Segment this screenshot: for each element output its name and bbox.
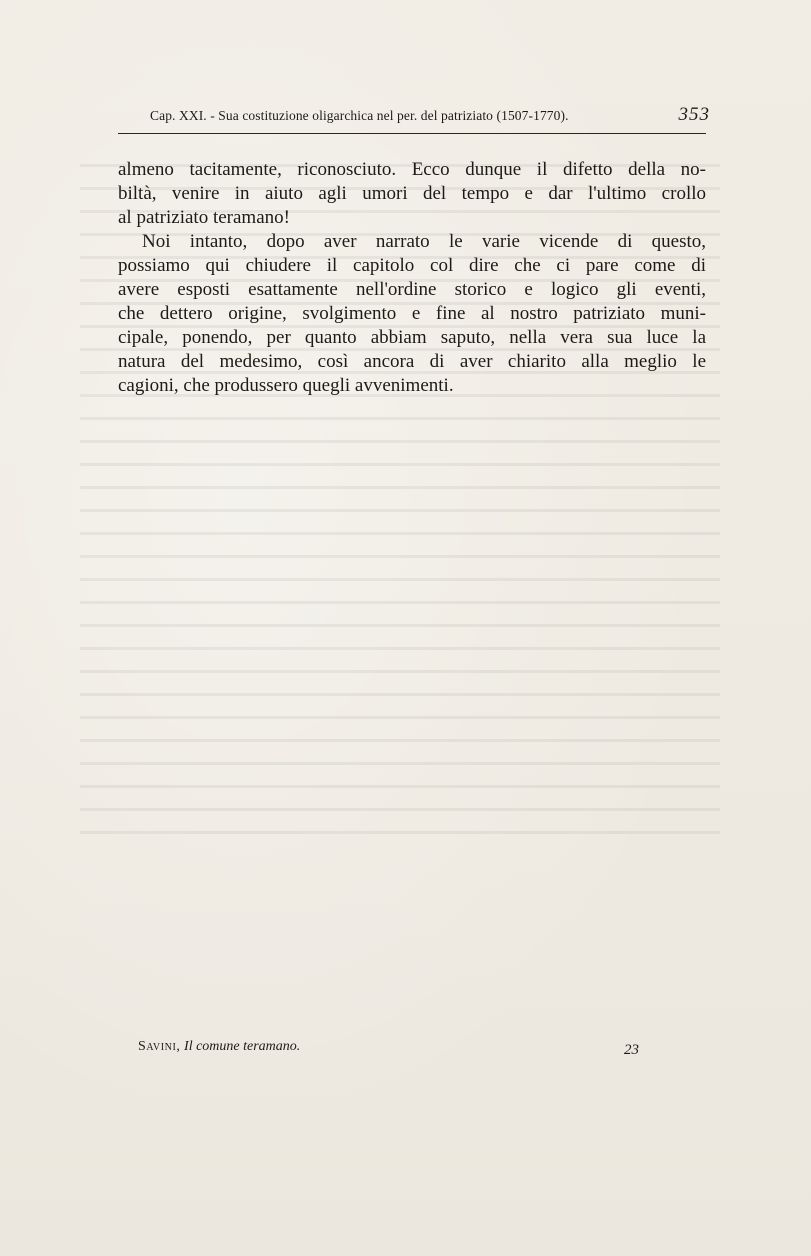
body-text	[118, 158, 706, 398]
footer-citation	[138, 1039, 300, 1055]
page-number: 353	[678, 104, 710, 125]
text-line: cipale, ponendo, per quanto abbiam saputo, nella vera sua luce la	[118, 327, 706, 348]
header-rule	[118, 133, 706, 134]
running-head: Cap. XXI. - Sua costituzione oligarchica nel per. del patriziato (1507-1770).	[150, 108, 569, 123]
text-line: possiamo qui chiudere il capitolo col dire che ci pare come di	[118, 255, 706, 276]
text-line: natura del medesimo, così ancora di aver chiarito alla meglio le	[118, 351, 706, 372]
text-line: al patriziato teramano!	[118, 207, 290, 228]
page-header	[150, 103, 710, 129]
footer-author: Savini,	[138, 1039, 181, 1054]
text-line: cagioni, che produssero quegli avvenimenti.	[118, 375, 454, 396]
text-line: che dettero origine, svolgimento e fine al nostro patriziato muni-	[118, 303, 706, 324]
text-line: avere esposti esattamente nell'ordine storico e logico gli eventi,	[118, 279, 706, 300]
signature-mark: 23	[624, 1042, 639, 1058]
text-line: Noi intanto, dopo aver narrato le varie vicende di questo,	[142, 231, 706, 252]
text-line: biltà, venire in aiuto agli umori del tempo e dar l'ultimo crollo	[118, 183, 706, 204]
text-line: almeno tacitamente, riconosciuto. Ecco dunque il difetto della no-	[118, 159, 706, 180]
footer-title: Il comune teramano.	[184, 1039, 301, 1054]
